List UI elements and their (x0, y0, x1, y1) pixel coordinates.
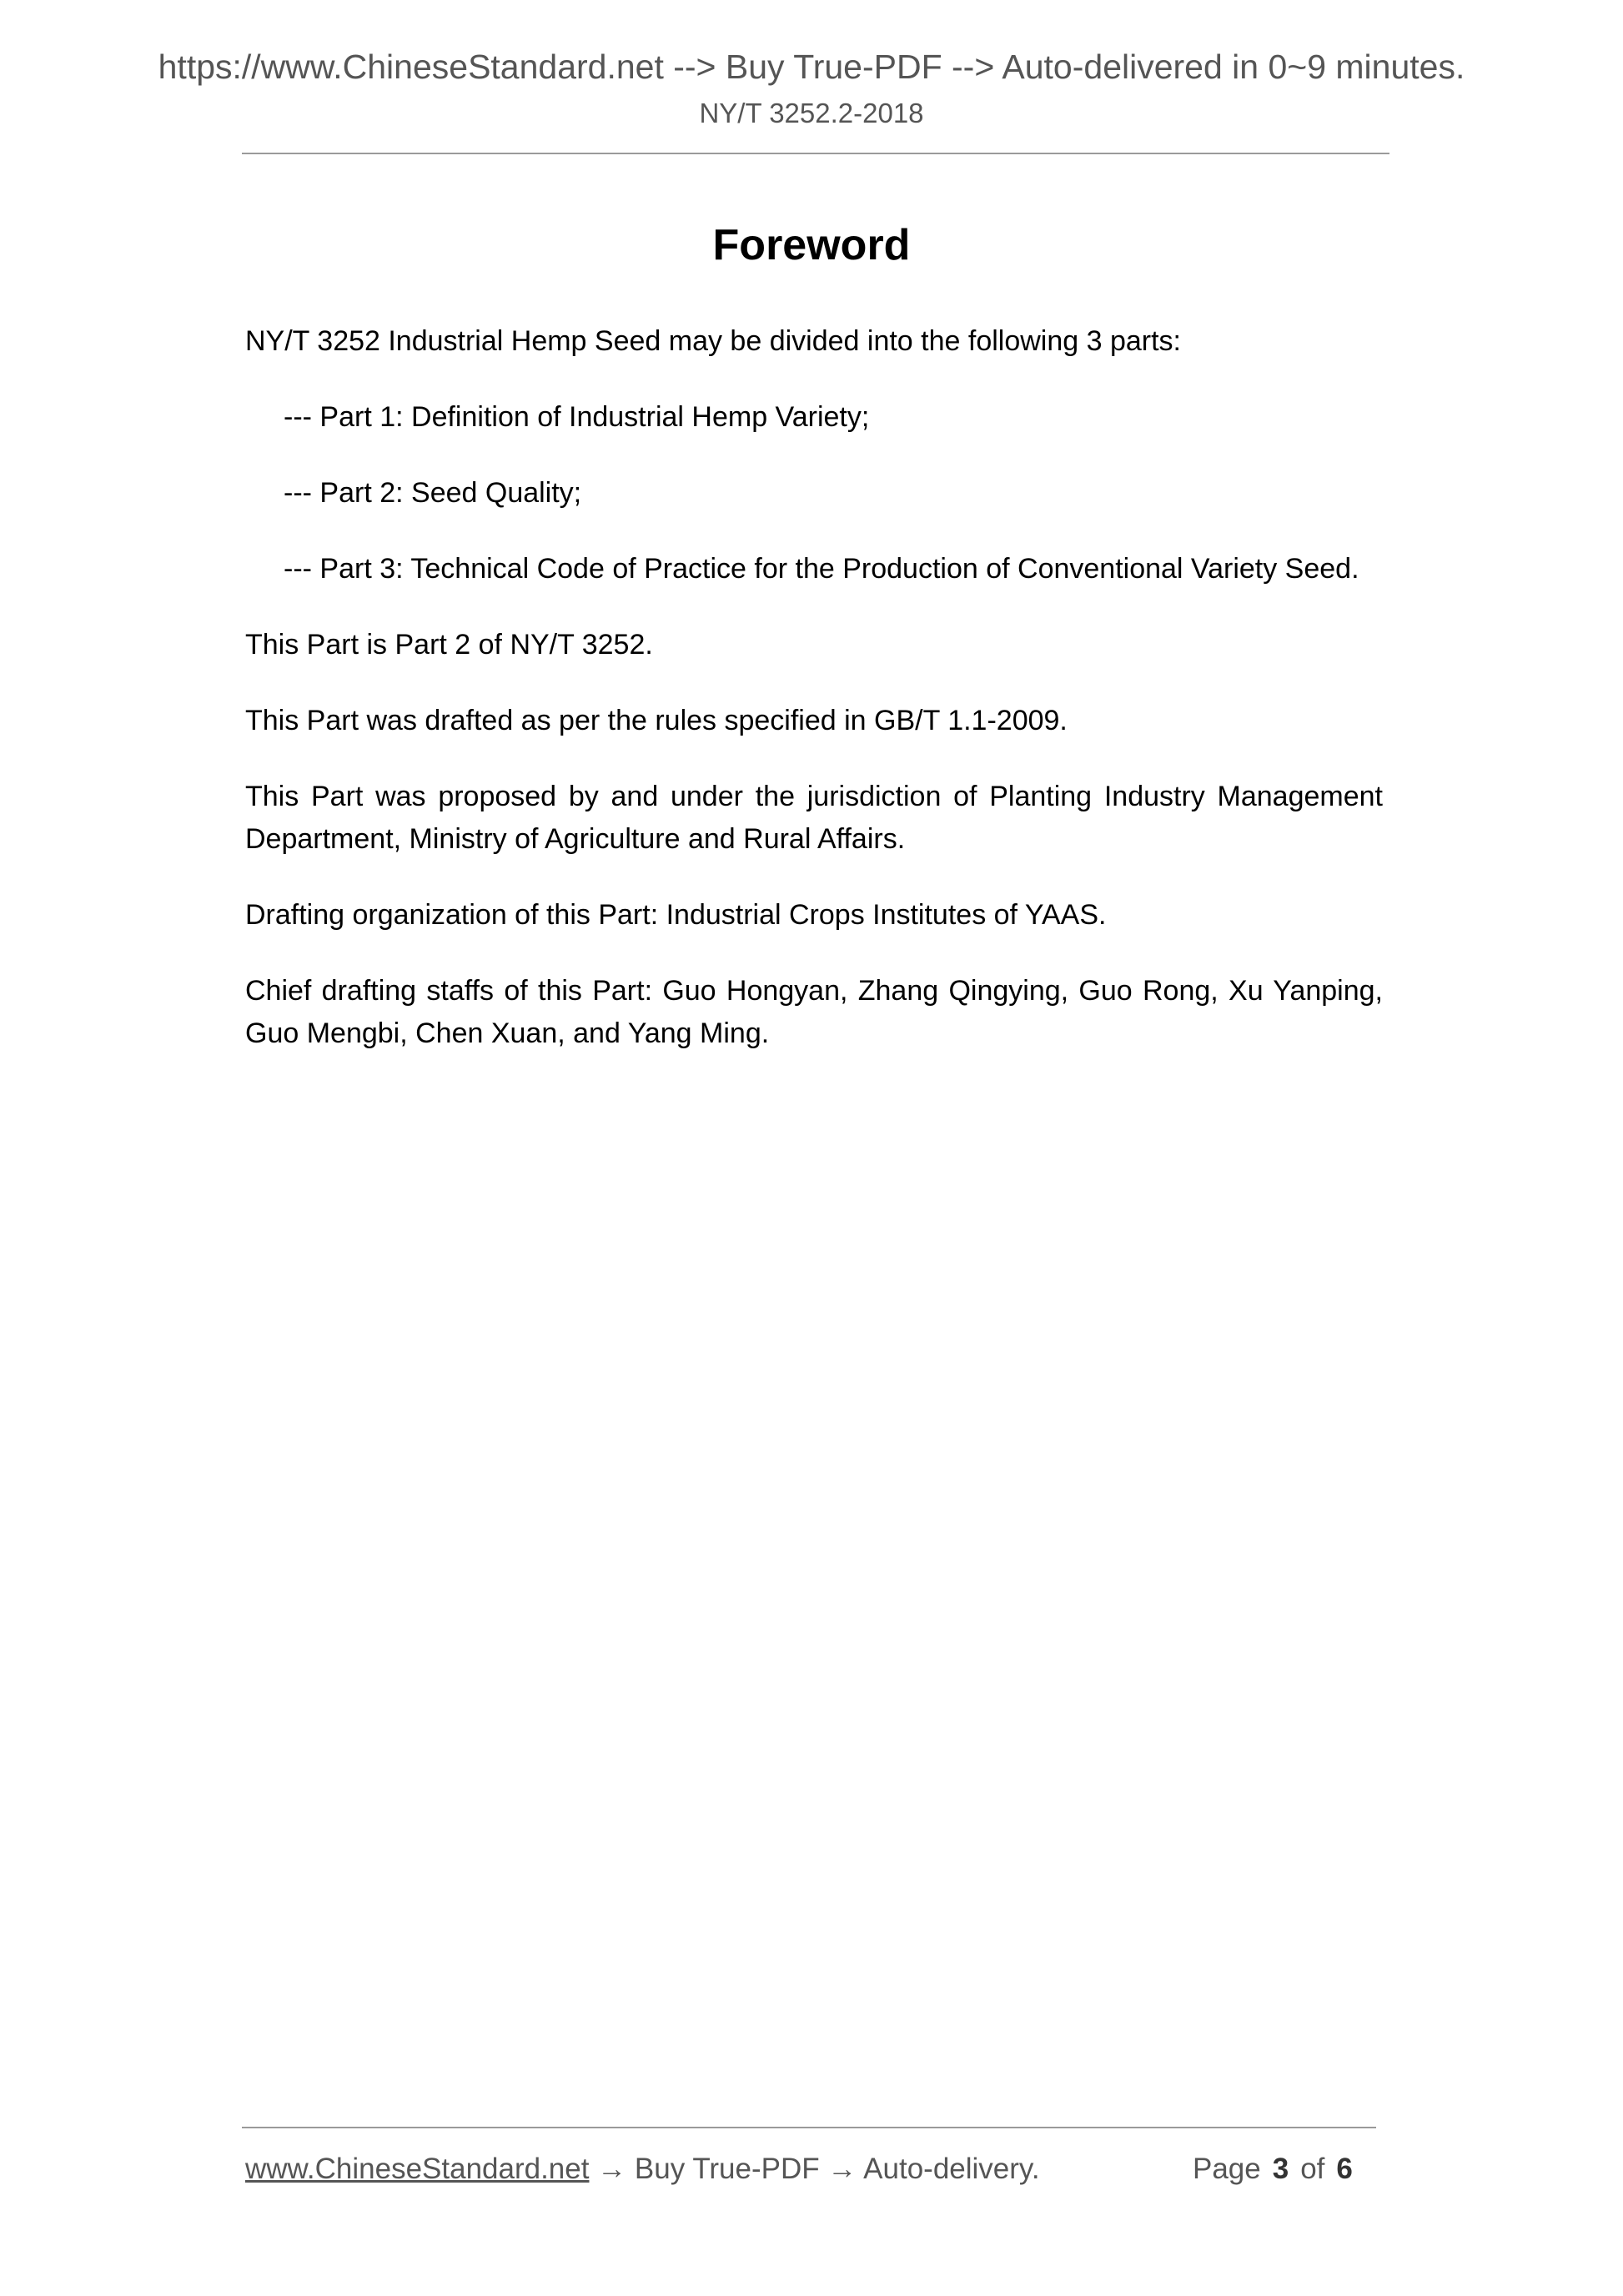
footer-divider (242, 2127, 1376, 2128)
list-item-part-1: --- Part 1: Definition of Industrial Hemp Variety; (284, 401, 870, 433)
footer-tagline: → Buy True-PDF → Auto-delivery. (589, 2153, 1040, 2185)
intro-paragraph: NY/T 3252 Industrial Hemp Seed may be divided into the following 3 parts: (245, 325, 1181, 357)
document-code: NY/T 3252.2-2018 (699, 98, 924, 128)
header-divider (242, 153, 1389, 154)
drafting-staff-paragraph: Chief drafting staffs of this Part: Guo Hongyan, Zhang Qingying, Guo Rong, Xu Yanping, Guo Mengbi, Chen Xuan, and Yang Ming. (245, 975, 1383, 1049)
footer-website-link[interactable]: www.ChineseStandard.net (245, 2153, 590, 2185)
header-banner: https://www.ChineseStandard.net --> Buy True-PDF --> Auto-delivered in 0~9 minutes. (158, 48, 1465, 86)
footer-promo (245, 2150, 1040, 2188)
part-statement-paragraph: This Part is Part 2 of NY/T 3252. (245, 629, 653, 661)
drafting-rules-paragraph: This Part was drafted as per the rules specified in GB/T 1.1-2009. (245, 705, 1068, 736)
page-label: Page (1193, 2153, 1261, 2185)
foreword-body (245, 320, 1383, 1088)
page-counter (1193, 2150, 1353, 2188)
jurisdiction-paragraph: This Part was proposed by and under the jurisdiction of Planting Industry Management Department, Ministry of Agriculture and Rural Affairs. (245, 781, 1383, 855)
list-item-part-2: --- Part 2: Seed Quality; (284, 477, 582, 509)
page-current-number: 3 (1272, 2153, 1289, 2185)
of-label: of (1300, 2153, 1325, 2185)
list-item-part-3: --- Part 3: Technical Code of Practice for the Production of Conventional Variety Seed. (284, 553, 1359, 585)
page-total-number: 6 (1336, 2153, 1353, 2185)
drafting-organization-paragraph: Drafting organization of this Part: Industrial Crops Institutes of YAAS. (245, 899, 1107, 931)
page-title: Foreword (712, 221, 911, 269)
